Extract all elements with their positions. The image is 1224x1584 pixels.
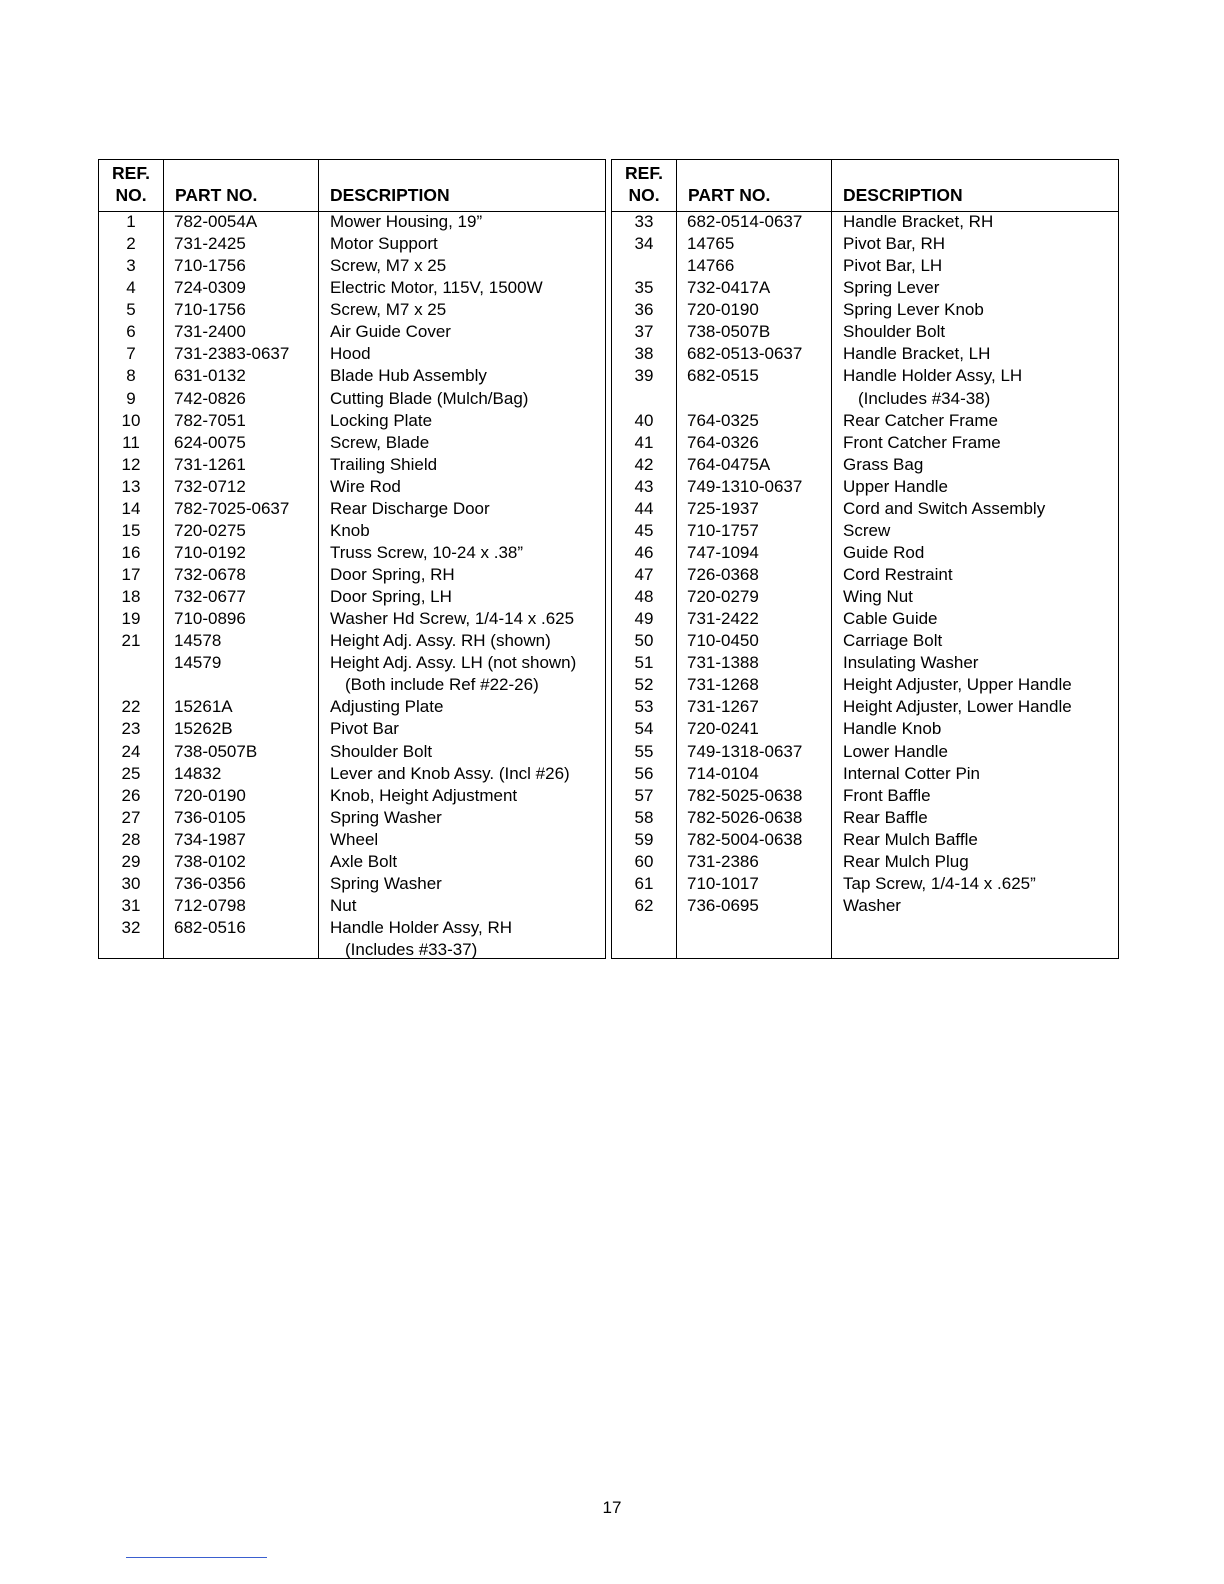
ref-cell: 50 bbox=[634, 631, 654, 651]
page-number: 17 bbox=[602, 1498, 622, 1517]
header-ref-line1: REF. bbox=[112, 163, 150, 183]
table-row bbox=[99, 807, 605, 829]
table-row bbox=[99, 630, 605, 652]
description-cell: Rear Mulch Plug bbox=[843, 851, 969, 871]
ref-cell: 60 bbox=[634, 851, 654, 871]
ref-cell: 29 bbox=[121, 851, 141, 871]
description-cell: (Includes #34-38) bbox=[858, 388, 991, 408]
ref-cell: 49 bbox=[634, 609, 654, 629]
description-cell: Washer bbox=[843, 895, 901, 915]
table-row bbox=[99, 321, 605, 343]
ref-cell: 28 bbox=[121, 829, 141, 849]
part-number-cell: 732-0678 bbox=[174, 565, 246, 584]
ref-cell: 40 bbox=[634, 410, 654, 430]
part-number-cell: 782-5025-0638 bbox=[687, 785, 803, 805]
ref-cell: 4 bbox=[126, 278, 136, 298]
description-cell: Cable Guide bbox=[843, 609, 938, 629]
table-row bbox=[612, 343, 1118, 365]
table-row bbox=[612, 233, 1118, 255]
part-number-cell: 736-0695 bbox=[687, 895, 759, 915]
part-number-cell: 682-0516 bbox=[174, 918, 246, 937]
part-number-cell: 710-1017 bbox=[687, 873, 759, 893]
table-body bbox=[612, 211, 1118, 917]
description-cell: Washer Hd Screw, 1/4-14 x .625 bbox=[330, 609, 575, 629]
description-cell: Shoulder Bolt bbox=[843, 322, 946, 342]
part-number-cell: 714-0104 bbox=[687, 763, 759, 783]
table-row bbox=[99, 829, 605, 851]
part-number-cell: 749-1318-0637 bbox=[687, 741, 803, 761]
ref-cell: 26 bbox=[121, 785, 141, 805]
table-row bbox=[99, 608, 605, 630]
description-cell: Rear Mulch Baffle bbox=[843, 829, 978, 849]
description-cell: Pivot Bar bbox=[330, 719, 399, 739]
table-row bbox=[99, 917, 605, 939]
header-ref-line1: REF. bbox=[625, 163, 663, 183]
description-cell: Screw bbox=[843, 520, 891, 540]
table-row bbox=[612, 763, 1118, 785]
description-cell: (Includes #33-37) bbox=[345, 940, 478, 960]
ref-cell: 59 bbox=[634, 829, 654, 849]
part-number-cell: 712-0798 bbox=[174, 895, 246, 915]
part-number-cell: 710-0450 bbox=[687, 631, 759, 651]
description-cell: Cutting Blade (Mulch/Bag) bbox=[330, 388, 529, 408]
ref-cell: 21 bbox=[121, 631, 141, 651]
description-cell: Lever and Knob Assy. (Incl #26) bbox=[330, 763, 570, 783]
table-row bbox=[612, 630, 1118, 652]
part-number-cell: 14766 bbox=[687, 256, 735, 276]
table-row bbox=[99, 763, 605, 785]
table-row bbox=[99, 741, 605, 763]
table-row bbox=[612, 520, 1118, 542]
ref-cell: 46 bbox=[634, 542, 654, 562]
description-cell: Grass Bag bbox=[843, 454, 924, 474]
table-header bbox=[612, 160, 1118, 212]
part-number-cell: 15261A bbox=[174, 697, 233, 717]
part-number-cell: 710-1756 bbox=[174, 256, 246, 276]
ref-cell: 19 bbox=[121, 609, 141, 629]
ref-cell: 27 bbox=[121, 807, 141, 827]
part-number-cell: 731-1268 bbox=[687, 675, 759, 695]
description-cell: Adjusting Plate bbox=[330, 697, 444, 717]
part-number-cell: 736-0105 bbox=[174, 807, 246, 827]
ref-cell: 36 bbox=[634, 300, 654, 320]
description-cell: Handle Holder Assy, LH bbox=[843, 366, 1023, 386]
table-row bbox=[99, 476, 605, 498]
part-number-cell: 682-0514-0637 bbox=[687, 212, 803, 231]
description-cell: Front Catcher Frame bbox=[843, 432, 1001, 452]
description-cell: Wing Nut bbox=[843, 587, 913, 607]
part-number-cell: 731-2422 bbox=[687, 609, 759, 629]
description-cell: Electric Motor, 115V, 1500W bbox=[330, 278, 543, 298]
description-cell: (Both include Ref #22-26) bbox=[345, 675, 539, 695]
ref-cell: 43 bbox=[634, 476, 654, 496]
table-row bbox=[612, 652, 1118, 674]
ref-cell: 47 bbox=[634, 565, 654, 584]
description-cell: Guide Rod bbox=[843, 542, 925, 562]
description-cell: Spring Lever bbox=[843, 278, 940, 298]
description-cell: Height Adj. Assy. RH (shown) bbox=[330, 631, 551, 651]
ref-cell: 55 bbox=[634, 741, 654, 761]
part-number-cell: 624-0075 bbox=[174, 432, 246, 452]
description-cell: Knob, Height Adjustment bbox=[330, 785, 518, 805]
table-row bbox=[99, 939, 605, 961]
ref-cell: 22 bbox=[121, 697, 141, 717]
ref-cell: 48 bbox=[634, 587, 654, 607]
part-number-cell: 736-0356 bbox=[174, 873, 246, 893]
part-number-cell: 782-5004-0638 bbox=[687, 829, 803, 849]
ref-cell: 13 bbox=[121, 476, 141, 496]
ref-cell: 38 bbox=[634, 344, 654, 364]
header-part-no: PART NO. bbox=[688, 185, 771, 205]
ref-cell: 2 bbox=[126, 234, 136, 254]
table-row bbox=[612, 741, 1118, 763]
part-number-cell: 14832 bbox=[174, 763, 222, 783]
ref-cell: 10 bbox=[121, 410, 141, 430]
ref-cell: 24 bbox=[121, 741, 141, 761]
ref-cell: 7 bbox=[126, 344, 136, 364]
header-part-no: PART NO. bbox=[175, 185, 258, 205]
description-cell: Spring Washer bbox=[330, 873, 442, 893]
table-row bbox=[612, 895, 1118, 917]
part-number-cell: 782-0054A bbox=[174, 212, 258, 231]
description-cell: Handle Bracket, LH bbox=[843, 344, 991, 364]
table-row bbox=[99, 365, 605, 387]
part-number-cell: 731-1267 bbox=[687, 697, 759, 717]
table-row bbox=[99, 299, 605, 321]
ref-cell: 37 bbox=[634, 322, 654, 342]
ref-cell: 6 bbox=[126, 322, 136, 342]
table-row bbox=[612, 432, 1118, 454]
ref-cell: 11 bbox=[122, 432, 140, 452]
part-number-cell: 734-1987 bbox=[174, 829, 246, 849]
part-number-cell: 14765 bbox=[687, 234, 735, 254]
table-row bbox=[612, 365, 1118, 387]
table-row bbox=[612, 321, 1118, 343]
description-cell: Insulating Washer bbox=[843, 653, 979, 673]
description-cell: Locking Plate bbox=[330, 410, 433, 430]
part-number-cell: 732-0712 bbox=[174, 476, 246, 496]
ref-cell: 8 bbox=[126, 366, 136, 386]
ref-cell: 16 bbox=[121, 542, 141, 562]
ref-cell: 5 bbox=[126, 300, 136, 320]
table-row bbox=[612, 586, 1118, 608]
part-number-cell: 725-1937 bbox=[687, 498, 759, 518]
description-cell: Motor Support bbox=[330, 234, 438, 254]
description-cell: Height Adjuster, Lower Handle bbox=[843, 697, 1072, 717]
ref-cell: 41 bbox=[634, 432, 654, 452]
table-row bbox=[99, 211, 605, 233]
ref-cell: 33 bbox=[634, 212, 654, 231]
part-number-cell: 782-7025-0637 bbox=[174, 498, 290, 518]
table-row bbox=[99, 895, 605, 917]
ref-cell: 15 bbox=[121, 520, 141, 540]
ref-cell: 23 bbox=[121, 719, 141, 739]
part-number-cell: 710-1757 bbox=[687, 520, 759, 540]
description-cell: Spring Lever Knob bbox=[843, 300, 984, 320]
table-row bbox=[99, 432, 605, 454]
description-cell: Hood bbox=[330, 344, 371, 364]
ref-cell: 61 bbox=[634, 873, 654, 893]
table-row bbox=[99, 410, 605, 432]
part-number-cell: 720-0275 bbox=[174, 520, 246, 540]
description-cell: Rear Catcher Frame bbox=[843, 410, 998, 430]
table-row bbox=[612, 807, 1118, 829]
description-cell: Screw, M7 x 25 bbox=[330, 256, 447, 276]
part-number-cell: 710-0192 bbox=[174, 542, 246, 562]
header-description: DESCRIPTION bbox=[330, 185, 450, 205]
table-row bbox=[99, 343, 605, 365]
description-cell: Pivot Bar, RH bbox=[843, 234, 946, 254]
ref-cell: 17 bbox=[121, 565, 141, 584]
part-number-cell: 732-0677 bbox=[174, 587, 246, 607]
table-row bbox=[99, 652, 605, 674]
description-cell: Spring Washer bbox=[330, 807, 442, 827]
part-number-cell: 764-0475A bbox=[687, 454, 771, 474]
part-number-cell: 682-0513-0637 bbox=[687, 344, 803, 364]
description-cell: Lower Handle bbox=[843, 741, 948, 761]
description-cell: Handle Holder Assy, RH bbox=[330, 918, 513, 937]
part-number-cell: 764-0326 bbox=[687, 432, 759, 452]
ref-cell: 62 bbox=[634, 895, 654, 915]
table-row bbox=[99, 718, 605, 740]
part-number-cell: 731-1388 bbox=[687, 653, 759, 673]
ref-cell: 34 bbox=[634, 234, 654, 254]
ref-cell: 32 bbox=[121, 918, 141, 937]
part-number-cell: 731-2400 bbox=[174, 322, 246, 342]
description-cell: Wire Rod bbox=[330, 476, 401, 496]
table-row bbox=[99, 586, 605, 608]
table-row bbox=[612, 608, 1118, 630]
table-row bbox=[612, 873, 1118, 895]
description-cell: Rear Discharge Door bbox=[330, 498, 490, 518]
table-row bbox=[99, 277, 605, 299]
table-row bbox=[612, 718, 1118, 740]
description-cell: Screw, Blade bbox=[330, 432, 430, 452]
description-cell: Nut bbox=[330, 895, 357, 915]
ref-cell: 12 bbox=[121, 454, 141, 474]
table-row bbox=[612, 277, 1118, 299]
table-row bbox=[99, 542, 605, 564]
part-number-cell: 724-0309 bbox=[174, 278, 246, 298]
parts-table-left bbox=[98, 159, 606, 959]
table-row bbox=[612, 564, 1118, 586]
part-number-cell: 710-0896 bbox=[174, 609, 246, 629]
description-cell: Axle Bolt bbox=[330, 851, 398, 871]
ref-cell: 30 bbox=[121, 873, 141, 893]
part-number-cell: 782-5026-0638 bbox=[687, 807, 803, 827]
part-number-cell: 747-1094 bbox=[687, 542, 759, 562]
table-row bbox=[99, 454, 605, 476]
table-row bbox=[99, 785, 605, 807]
table-row bbox=[99, 564, 605, 586]
part-number-cell: 742-0826 bbox=[174, 388, 246, 408]
table-row bbox=[99, 696, 605, 718]
ref-cell: 3 bbox=[126, 256, 136, 276]
part-number-cell: 764-0325 bbox=[687, 410, 759, 430]
table-row bbox=[612, 674, 1118, 696]
table-row bbox=[612, 785, 1118, 807]
header-description: DESCRIPTION bbox=[843, 185, 963, 205]
description-cell: Front Baffle bbox=[843, 785, 931, 805]
part-number-cell: 749-1310-0637 bbox=[687, 476, 803, 496]
description-cell: Cord and Switch Assembly bbox=[843, 498, 1046, 518]
part-number-cell: 720-0241 bbox=[687, 719, 759, 739]
part-number-cell: 738-0507B bbox=[687, 322, 771, 342]
ref-cell: 53 bbox=[634, 697, 654, 717]
part-number-cell: 14578 bbox=[174, 631, 222, 651]
table-row bbox=[99, 233, 605, 255]
table-body bbox=[99, 211, 605, 961]
description-cell: Handle Bracket, RH bbox=[843, 212, 994, 231]
part-number-cell: 731-2386 bbox=[687, 851, 759, 871]
part-number-cell: 14579 bbox=[174, 653, 222, 673]
table-row bbox=[612, 542, 1118, 564]
description-cell: Shoulder Bolt bbox=[330, 741, 433, 761]
part-number-cell: 682-0515 bbox=[687, 366, 759, 386]
table-row bbox=[612, 851, 1118, 873]
description-cell: Door Spring, RH bbox=[330, 565, 455, 584]
part-number-cell: 732-0417A bbox=[687, 278, 771, 298]
ref-cell: 44 bbox=[634, 498, 654, 518]
table-row bbox=[99, 388, 605, 410]
table-row bbox=[612, 498, 1118, 520]
description-cell: Screw, M7 x 25 bbox=[330, 300, 447, 320]
ref-cell: 57 bbox=[634, 785, 654, 805]
part-number-cell: 738-0507B bbox=[174, 741, 258, 761]
ref-cell: 18 bbox=[121, 587, 141, 607]
part-number-cell: 726-0368 bbox=[687, 565, 759, 584]
table-header bbox=[99, 160, 605, 212]
part-number-cell: 738-0102 bbox=[174, 851, 246, 871]
ref-cell: 35 bbox=[634, 278, 654, 298]
description-cell: Wheel bbox=[330, 829, 379, 849]
table-row bbox=[612, 829, 1118, 851]
description-cell: Door Spring, LH bbox=[330, 587, 452, 607]
ref-cell: 51 bbox=[634, 653, 654, 673]
part-number-cell: 720-0190 bbox=[174, 785, 246, 805]
footer-rule bbox=[126, 1557, 267, 1558]
description-cell: Truss Screw, 10-24 x .38” bbox=[330, 542, 524, 562]
ref-cell: 45 bbox=[634, 520, 654, 540]
table-row bbox=[99, 674, 605, 696]
description-cell: Upper Handle bbox=[843, 476, 948, 496]
description-cell: Air Guide Cover bbox=[330, 322, 451, 342]
description-cell: Carriage Bolt bbox=[843, 631, 943, 651]
header-ref-line2: NO. bbox=[115, 185, 147, 205]
ref-cell: 39 bbox=[634, 366, 654, 386]
description-cell: Tap Screw, 1/4-14 x .625” bbox=[843, 873, 1036, 893]
description-cell: Knob bbox=[330, 520, 370, 540]
ref-cell: 54 bbox=[634, 719, 654, 739]
table-row bbox=[612, 454, 1118, 476]
ref-cell: 14 bbox=[121, 498, 141, 518]
part-number-cell: 15262B bbox=[174, 719, 233, 739]
ref-cell: 52 bbox=[634, 675, 654, 695]
part-number-cell: 782-7051 bbox=[174, 410, 246, 430]
table-row bbox=[612, 410, 1118, 432]
part-number-cell: 731-1261 bbox=[174, 454, 246, 474]
ref-cell: 58 bbox=[634, 807, 654, 827]
ref-cell: 9 bbox=[126, 388, 136, 408]
ref-cell: 31 bbox=[121, 895, 141, 915]
part-number-cell: 720-0190 bbox=[687, 300, 759, 320]
table-row bbox=[99, 255, 605, 277]
description-cell: Mower Housing, 19” bbox=[330, 212, 483, 231]
table-row bbox=[612, 255, 1118, 277]
table-row bbox=[99, 851, 605, 873]
part-number-cell: 710-1756 bbox=[174, 300, 246, 320]
table-row bbox=[612, 476, 1118, 498]
description-cell: Internal Cotter Pin bbox=[843, 763, 981, 783]
ref-cell: 56 bbox=[634, 763, 654, 783]
ref-cell: 1 bbox=[126, 212, 136, 231]
description-cell: Cord Restraint bbox=[843, 565, 953, 584]
description-cell: Handle Knob bbox=[843, 719, 942, 739]
part-number-cell: 631-0132 bbox=[174, 366, 246, 386]
description-cell: Rear Baffle bbox=[843, 807, 928, 827]
table-row bbox=[99, 498, 605, 520]
parts-table-right bbox=[611, 159, 1119, 959]
part-number-cell: 731-2383-0637 bbox=[174, 344, 290, 364]
description-cell: Pivot Bar, LH bbox=[843, 256, 943, 276]
table-row bbox=[99, 520, 605, 542]
description-cell: Blade Hub Assembly bbox=[330, 366, 487, 386]
table-row bbox=[612, 299, 1118, 321]
description-cell: Height Adj. Assy. LH (not shown) bbox=[330, 653, 577, 673]
part-number-cell: 720-0279 bbox=[687, 587, 759, 607]
description-cell: Height Adjuster, Upper Handle bbox=[843, 675, 1072, 695]
ref-cell: 25 bbox=[121, 763, 141, 783]
part-number-cell: 731-2425 bbox=[174, 234, 246, 254]
table-row bbox=[612, 696, 1118, 718]
table-row bbox=[612, 388, 1118, 410]
table-row bbox=[612, 211, 1118, 233]
description-cell: Trailing Shield bbox=[330, 454, 438, 474]
table-row bbox=[99, 873, 605, 895]
ref-cell: 42 bbox=[634, 454, 654, 474]
header-ref-line2: NO. bbox=[628, 185, 660, 205]
